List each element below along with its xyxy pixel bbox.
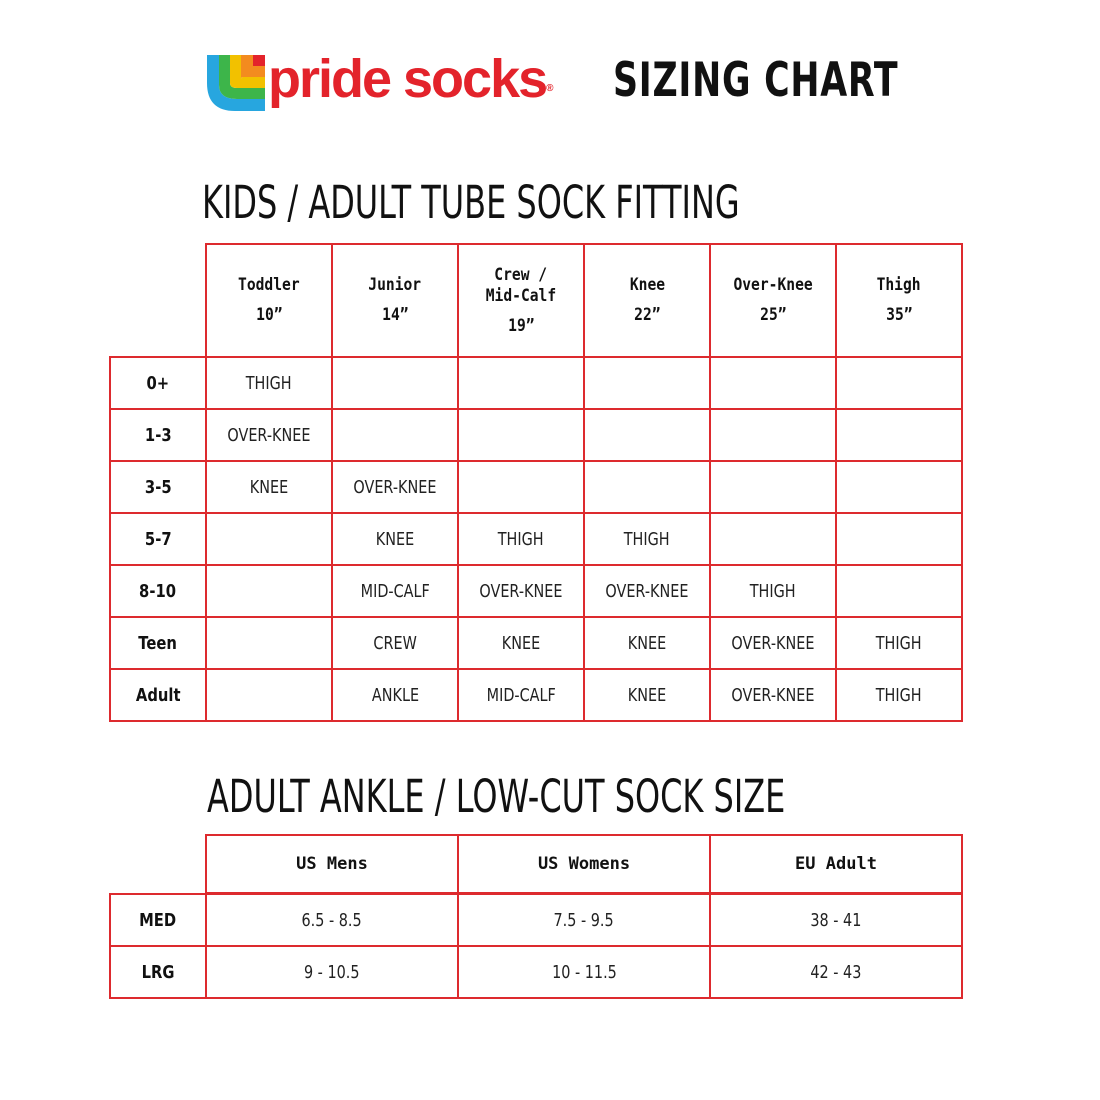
brand-name: pride socks® [268,49,554,109]
table-cell [835,512,963,566]
column-header [205,834,459,894]
cell-text: ANKLE [371,684,419,706]
table-cell [583,616,711,670]
cell-text: 3-5 [144,476,172,498]
cell-text: US Womens [537,853,631,874]
column-header-line: 14” [381,305,409,325]
cell-text: OVER-KNEE [605,580,689,602]
table-cell [457,893,711,947]
cell-text: 8-10 [139,580,177,602]
row-label-age [109,408,207,462]
table-cell [331,356,459,410]
page-title: SIZING CHART [613,53,899,108]
column-header [709,243,837,358]
table-cell [457,564,585,618]
column-header [709,834,963,894]
column-header [583,243,711,358]
cell-text: OVER-KNEE [479,580,563,602]
table-cell [205,460,333,514]
column-header-line: 35” [885,305,913,325]
tube-chart-title: KIDS / ADULT TUBE SOCK FITTING [202,176,740,229]
table-cell [709,512,837,566]
table-cell [457,616,585,670]
cell-text: MID-CALF [360,580,430,602]
column-header-line: Mid-Calf [485,285,557,306]
cell-text: KNEE [501,632,541,654]
column-header-line: Toddler [238,275,300,295]
cell-text: 0+ [146,372,170,394]
table-cell [709,356,837,410]
table-cell [205,616,333,670]
ankle-chart-title: ADULT ANKLE / LOW-CUT SOCK SIZE [207,770,786,823]
table-cell [709,408,837,462]
table-cell [205,512,333,566]
table-cell [331,668,459,722]
row-label-age [109,616,207,670]
cell-text: CREW [373,632,417,654]
cell-text: 9 - 10.5 [304,961,360,983]
table-cell [331,408,459,462]
cell-text: LRG [141,961,175,983]
column-header-line: Knee [629,275,665,295]
table-cell [205,893,459,947]
cell-text: KNEE [249,476,289,498]
table-cell [457,945,711,999]
table-cell [709,564,837,618]
cell-text: 38 - 41 [810,909,862,931]
table-cell [583,460,711,514]
column-header-line: Crew / [494,264,548,285]
cell-text: OVER-KNEE [353,476,437,498]
cell-text: OVER-KNEE [731,632,815,654]
table-cell [331,512,459,566]
cell-text: 10 - 11.5 [551,961,617,983]
row-label-size [109,945,207,999]
column-header-line: 25” [759,305,787,325]
table-cell [835,616,963,670]
cell-text: OVER-KNEE [227,424,311,446]
cell-text: 6.5 - 8.5 [301,909,363,931]
row-label-age [109,668,207,722]
registered-mark: ® [546,83,554,94]
cell-text: 1-3 [144,424,172,446]
table-cell [205,668,333,722]
cell-text: US Mens [296,853,368,874]
table-cell [457,668,585,722]
cell-text: THIGH [750,580,796,602]
column-header-line: 22” [633,305,661,325]
table-cell [709,460,837,514]
table-cell [835,564,963,618]
table-cell [709,616,837,670]
column-header-line: 10” [255,305,283,325]
table-cell [205,945,459,999]
table-cell [205,356,333,410]
cell-text: THIGH [246,372,292,394]
column-header [457,834,711,894]
table-cell [331,564,459,618]
column-header [331,243,459,358]
cell-text: 5-7 [144,528,172,550]
row-label-age [109,564,207,618]
table-cell [205,564,333,618]
column-header-line: Over-Knee [733,275,813,295]
table-cell [835,460,963,514]
table-cell [709,668,837,722]
column-header-line: Junior [368,275,422,295]
table-cell [709,945,963,999]
table-cell [205,408,333,462]
pride-socks-logo-icon [207,55,265,111]
column-header-line: 19” [507,315,535,336]
column-header-line: Thigh [876,275,922,295]
table-cell [331,460,459,514]
table-cell [457,512,585,566]
logo-stripe [253,55,265,66]
cell-text: KNEE [627,684,667,706]
table-cell [331,616,459,670]
table-cell [583,408,711,462]
cell-text: MID-CALF [486,684,556,706]
cell-text: EU Adult [795,853,877,874]
table-cell [709,893,963,947]
row-label-age [109,356,207,410]
cell-text: 7.5 - 9.5 [553,909,615,931]
table-cell [583,512,711,566]
column-header [205,243,333,358]
table-cell [835,408,963,462]
cell-text: KNEE [375,528,415,550]
row-label-size [109,893,207,947]
table-cell [583,668,711,722]
table-cell [835,668,963,722]
cell-text: THIGH [624,528,670,550]
table-cell [457,408,585,462]
table-cell [583,356,711,410]
column-header [457,243,585,358]
cell-text: OVER-KNEE [731,684,815,706]
table-cell [457,460,585,514]
cell-text: KNEE [627,632,667,654]
cell-text: MED [139,909,177,931]
cell-text: THIGH [876,632,922,654]
row-label-age [109,512,207,566]
cell-text: Teen [138,632,178,654]
cell-text: 42 - 43 [810,961,862,983]
column-header [835,243,963,358]
table-cell [457,356,585,410]
cell-text: THIGH [876,684,922,706]
cell-text: THIGH [498,528,544,550]
cell-text: Adult [135,684,181,706]
table-cell [835,356,963,410]
table-cell [583,564,711,618]
row-label-age [109,460,207,514]
